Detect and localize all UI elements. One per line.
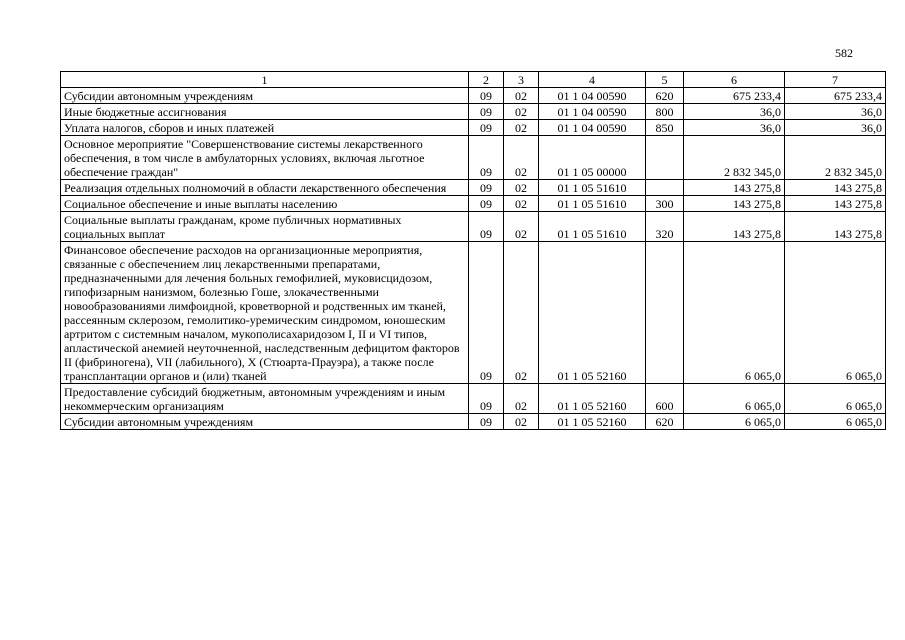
amount-year-2: 6 065,0 xyxy=(785,242,886,384)
section-code: 09 xyxy=(469,242,504,384)
target-article-code: 01 1 05 51610 xyxy=(539,196,646,212)
target-article-code: 01 1 05 00000 xyxy=(539,136,646,180)
target-article-code: 01 1 05 51610 xyxy=(539,180,646,196)
subsection-code: 02 xyxy=(504,88,539,104)
amount-year-1: 675 233,4 xyxy=(684,88,785,104)
amount-year-2: 6 065,0 xyxy=(785,414,886,430)
amount-year-2: 143 275,8 xyxy=(785,212,886,242)
amount-year-2: 2 832 345,0 xyxy=(785,136,886,180)
section-code: 09 xyxy=(469,414,504,430)
amount-year-1: 36,0 xyxy=(684,120,785,136)
subsection-code: 02 xyxy=(504,120,539,136)
subsection-code: 02 xyxy=(504,180,539,196)
row-name: Иные бюджетные ассигнования xyxy=(61,104,469,120)
section-code: 09 xyxy=(469,120,504,136)
amount-year-2: 36,0 xyxy=(785,104,886,120)
table-row xyxy=(61,88,886,104)
amount-year-1: 6 065,0 xyxy=(684,384,785,414)
row-name: Уплата налогов, сборов и иных платежей xyxy=(61,120,469,136)
target-article-code: 01 1 04 00590 xyxy=(539,104,646,120)
target-article-code: 01 1 04 00590 xyxy=(539,88,646,104)
amount-year-2: 36,0 xyxy=(785,120,886,136)
table-row xyxy=(61,212,886,242)
expense-type-code: 300 xyxy=(646,196,684,212)
row-name: Основное мероприятие "Совершенствование системы лекарственного обеспечения, в том числе в амбулаторных условиях, включая льготное обеспечение граждан" xyxy=(61,136,469,180)
expense-type-code: 850 xyxy=(646,120,684,136)
expense-type-code xyxy=(646,136,684,180)
table-row xyxy=(61,136,886,180)
expense-type-code: 800 xyxy=(646,104,684,120)
section-code: 09 xyxy=(469,196,504,212)
subsection-code: 02 xyxy=(504,212,539,242)
target-article-code: 01 1 05 52160 xyxy=(539,384,646,414)
expense-type-code xyxy=(646,242,684,384)
amount-year-1: 143 275,8 xyxy=(684,212,785,242)
column-header: 6 xyxy=(684,72,785,88)
target-article-code: 01 1 05 52160 xyxy=(539,242,646,384)
expense-type-code: 620 xyxy=(646,88,684,104)
amount-year-2: 143 275,8 xyxy=(785,196,886,212)
subsection-code: 02 xyxy=(504,242,539,384)
table-row xyxy=(61,120,886,136)
page-number: 582 xyxy=(835,46,853,60)
section-code: 09 xyxy=(469,384,504,414)
amount-year-1: 36,0 xyxy=(684,104,785,120)
subsection-code: 02 xyxy=(504,136,539,180)
amount-year-1: 6 065,0 xyxy=(684,242,785,384)
amount-year-2: 143 275,8 xyxy=(785,180,886,196)
expense-type-code: 600 xyxy=(646,384,684,414)
row-name: Предоставление субсидий бюджетным, автономным учреждениям и иным некоммерческим организациям xyxy=(61,384,469,414)
table-row xyxy=(61,384,886,414)
row-name: Социальное обеспечение и иные выплаты населению xyxy=(61,196,469,212)
section-code: 09 xyxy=(469,104,504,120)
amount-year-1: 6 065,0 xyxy=(684,414,785,430)
row-name: Реализация отдельных полномочий в области лекарственного обеспечения xyxy=(61,180,469,196)
subsection-code: 02 xyxy=(504,414,539,430)
subsection-code: 02 xyxy=(504,196,539,212)
expense-type-code xyxy=(646,180,684,196)
table-row xyxy=(61,104,886,120)
subsection-code: 02 xyxy=(504,104,539,120)
column-header: 5 xyxy=(646,72,684,88)
row-name: Субсидии автономным учреждениям xyxy=(61,88,469,104)
column-header: 1 xyxy=(61,72,469,88)
amount-year-1: 2 832 345,0 xyxy=(684,136,785,180)
target-article-code: 01 1 04 00590 xyxy=(539,120,646,136)
column-header: 7 xyxy=(785,72,886,88)
header-row xyxy=(61,72,886,88)
column-header: 3 xyxy=(504,72,539,88)
section-code: 09 xyxy=(469,136,504,180)
row-name: Субсидии автономным учреждениям xyxy=(61,414,469,430)
expense-type-code: 320 xyxy=(646,212,684,242)
table-row xyxy=(61,414,886,430)
column-header: 4 xyxy=(539,72,646,88)
column-header: 2 xyxy=(469,72,504,88)
amount-year-1: 143 275,8 xyxy=(684,196,785,212)
table-row xyxy=(61,180,886,196)
section-code: 09 xyxy=(469,212,504,242)
subsection-code: 02 xyxy=(504,384,539,414)
row-name: Социальные выплаты гражданам, кроме публичных нормативных социальных выплат xyxy=(61,212,469,242)
target-article-code: 01 1 05 51610 xyxy=(539,212,646,242)
section-code: 09 xyxy=(469,88,504,104)
table-row xyxy=(61,242,886,384)
table-header xyxy=(61,72,886,88)
target-article-code: 01 1 05 52160 xyxy=(539,414,646,430)
table-body xyxy=(61,88,886,430)
table-row xyxy=(61,196,886,212)
amount-year-1: 143 275,8 xyxy=(684,180,785,196)
amount-year-2: 6 065,0 xyxy=(785,384,886,414)
amount-year-2: 675 233,4 xyxy=(785,88,886,104)
row-name: Финансовое обеспечение расходов на организационные мероприятия, связанные с обеспечением лиц лекарственными препаратами, предназначенными для лечения больных гемофилией, муковисцидозом, гипофизарным нанизмом, болезнью Гоше, злокачественными новообразованиями лимфоидной, кроветворной и родственных им тканей, рассеянным склерозом, гемолитико-уремическим синдромом, юношеским артритом с системным началом, мукополисахаридозом I, II и VI типов, апластической анемией неуточненной, наследственным дефицитом факторов II (фибриногена), VII (лабильного), X (Стюарта-Прауэра), а также после трансплантации органов и (или) тканей xyxy=(61,242,469,384)
expense-type-code: 620 xyxy=(646,414,684,430)
section-code: 09 xyxy=(469,180,504,196)
budget-table xyxy=(60,71,886,430)
